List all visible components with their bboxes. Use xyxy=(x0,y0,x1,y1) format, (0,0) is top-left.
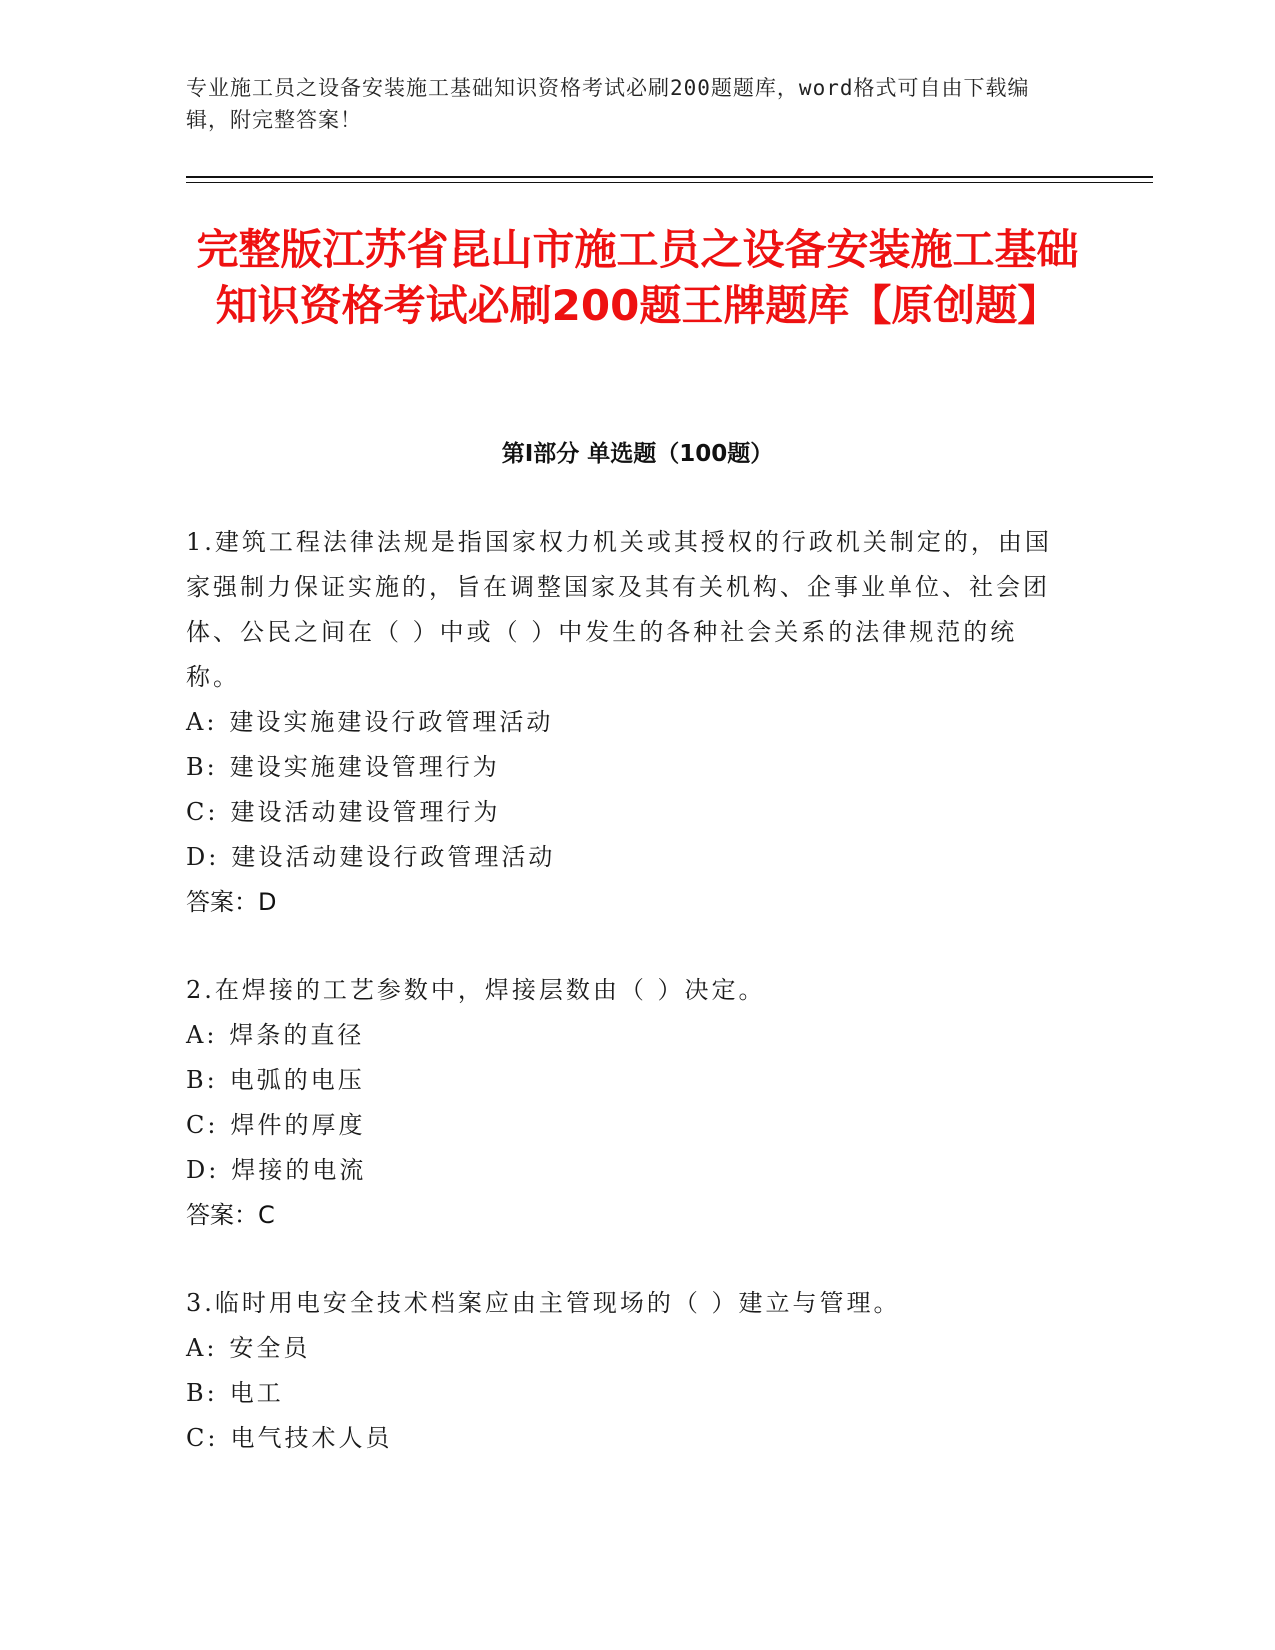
option-key: C: xyxy=(186,1111,219,1139)
option-b xyxy=(186,1058,1056,1103)
question-1 xyxy=(186,520,1056,925)
question-3 xyxy=(186,1281,1056,1461)
option-a xyxy=(186,700,1056,745)
option-text: 建设活动建设管理行为 xyxy=(230,798,501,826)
question-stem: 3.临时用电安全技术档案应由主管现场的（ ）建立与管理。 xyxy=(186,1289,901,1317)
document-title: 完整版江苏省昆山市施工员之设备安装施工基础知识资格考试必刷200题王牌题库【原创题】 xyxy=(196,225,1079,330)
option-key: D: xyxy=(186,1156,220,1184)
option-key: B: xyxy=(186,1379,218,1407)
option-a xyxy=(186,1013,1056,1058)
option-b xyxy=(186,1371,1056,1416)
option-key: D: xyxy=(186,843,220,871)
question-2 xyxy=(186,968,1056,1238)
option-b xyxy=(186,745,1056,790)
option-c xyxy=(186,1103,1056,1148)
header-rule-thin xyxy=(186,182,1153,183)
question-stem: 2.在焊接的工艺参数中，焊接层数由（ ）决定。 xyxy=(186,976,766,1004)
option-text: 安全员 xyxy=(229,1334,311,1362)
question-list xyxy=(186,520,1056,1504)
option-text: 电气技术人员 xyxy=(230,1424,393,1452)
option-key: C: xyxy=(186,1424,219,1452)
answer-line: 答案：C xyxy=(186,1201,275,1229)
option-key: A: xyxy=(186,708,218,736)
option-text: 建设实施建设管理行为 xyxy=(229,753,500,781)
option-c xyxy=(186,1416,1056,1461)
option-text: 焊条的直径 xyxy=(229,1021,365,1049)
option-text: 建设活动建设行政管理活动 xyxy=(231,843,556,871)
option-key: A: xyxy=(186,1021,218,1049)
header-note: 专业施工员之设备安装施工基础知识资格考试必刷200题题库，word格式可自由下载编辑，附完整答案！ xyxy=(186,76,1030,132)
section-heading: 第Ⅰ部分 单选题（100题） xyxy=(501,441,774,467)
option-key: A: xyxy=(186,1334,218,1362)
option-text: 建设实施建设行政管理活动 xyxy=(229,708,554,736)
question-stem: 1.建筑工程法律法规是指国家权力机关或其授权的行政机关制定的，由国家强制力保证实施的，旨在调整国家及其有关机构、企事业单位、社会团体、公民之间在（ ）中或（ ）中发生的各种社会关系的法律规范的统称。 xyxy=(186,528,1052,691)
option-key: C: xyxy=(186,798,219,826)
option-d xyxy=(186,1148,1056,1193)
option-key: B: xyxy=(186,1066,218,1094)
option-text: 焊接的电流 xyxy=(231,1156,367,1184)
option-a xyxy=(186,1326,1056,1371)
option-text: 焊件的厚度 xyxy=(230,1111,366,1139)
option-text: 电工 xyxy=(229,1379,284,1407)
option-c xyxy=(186,790,1056,835)
header-rule-thick xyxy=(186,176,1153,178)
answer-line: 答案：D xyxy=(186,888,277,916)
option-d xyxy=(186,835,1056,880)
option-key: B: xyxy=(186,753,218,781)
option-text: 电弧的电压 xyxy=(229,1066,365,1094)
